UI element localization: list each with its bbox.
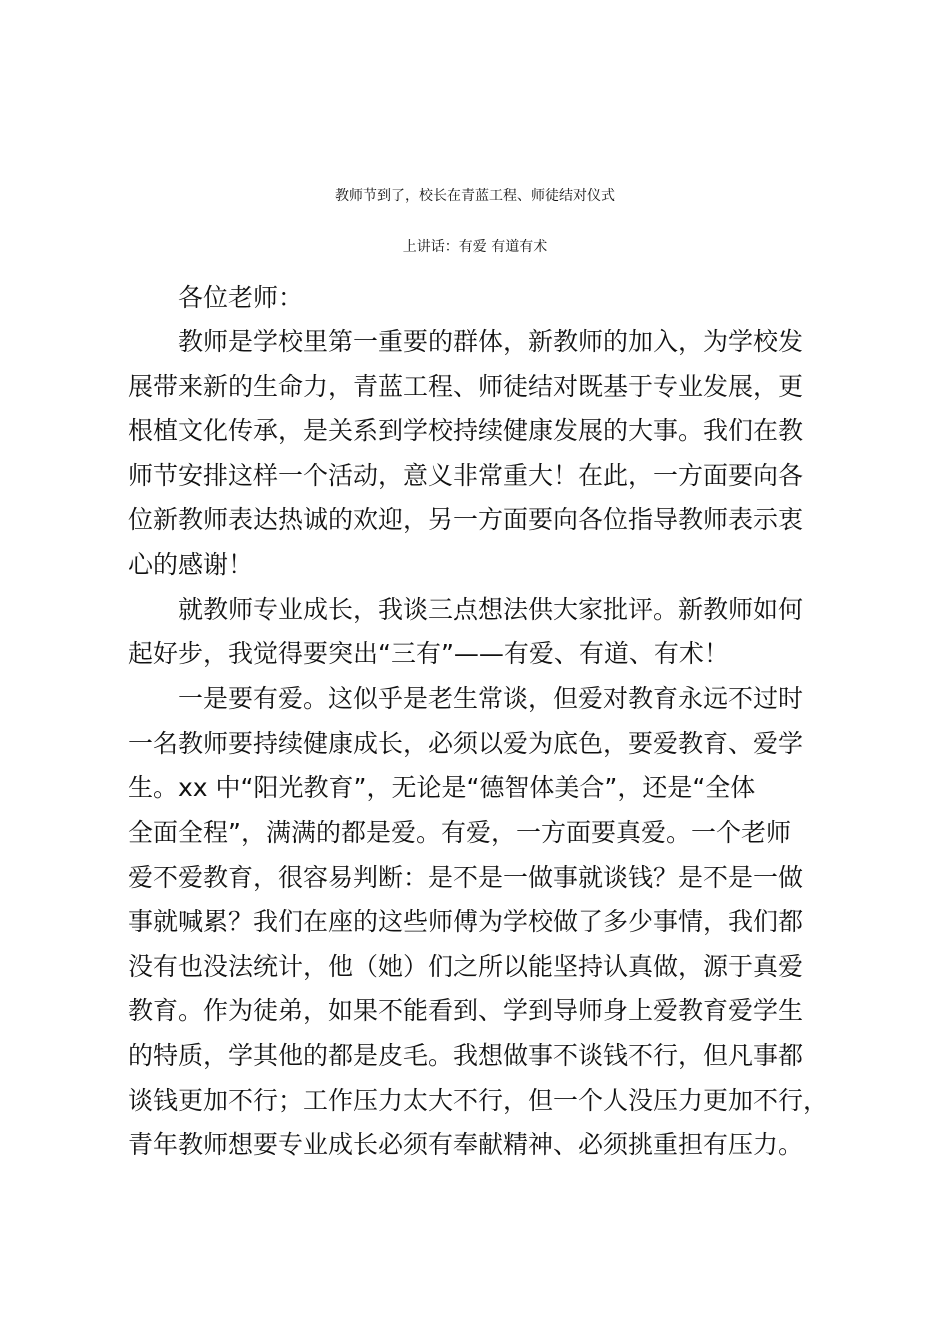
paragraph-3-line-3: 生。xx 中“阳光教育”，无论是“德智体美合”，还是“全体 [128,773,756,802]
paragraph-3-line-7: 没有也没法统计，他（她）们之所以能坚持认真做，源于真爱 [128,952,804,981]
document-title-line-2: 上讲话：有爱 有道有术 [402,239,548,255]
paragraph-3-line-6: 事就喊累？我们在座的这些师傅为学校做了多少事情，我们都 [128,907,804,936]
paragraph-3-line-11: 青年教师想要专业成长必须有奉献精神、必须挑重担有压力。 [128,1130,804,1159]
paragraph-3-line-9: 的特质，学其他的都是皮毛。我想做事不谈钱不行，但凡事都 [128,1041,804,1070]
paragraph-1-line-3: 根植文化传承，是关系到学校持续健康发展的大事。我们在教 [128,416,804,445]
paragraph-1-line-6: 心的感谢！ [128,550,254,579]
paragraph-3-line-8: 教育。作为徒弟，如果不能看到、学到导师身上爱教育爱学生 [128,996,804,1025]
paragraph-1-line-4: 师节安排这样一个活动，意义非常重大！在此，一方面要向各 [128,461,804,490]
paragraph-3-line-2: 一名教师要持续健康成长，必须以爱为底色，要爱教育、爱学 [128,729,804,758]
salutation: 各位老师： [178,283,304,312]
paragraph-3-line-4: 全面全程”，满满的都是爱。有爱，一方面要真爱。一个老师 [128,818,791,847]
paragraph-1-line-2: 展带来新的生命力，青蓝工程、师徒结对既基于专业发展，更 [128,372,804,401]
paragraph-2-line-2: 起好步，我觉得要突出“三有”——有爱、有道、有术！ [128,639,729,668]
paragraph-1-line-1: 教师是学校里第一重要的群体，新教师的加入，为学校发 [178,327,804,356]
paragraph-1-line-5: 位新教师表达热诚的欢迎，另一方面要向各位指导教师表示衷 [128,505,804,534]
paragraph-3-line-5: 爱不爱教育，很容易判断：是不是一做事就谈钱？是不是一做 [128,863,804,892]
document-title-line-1: 教师节到了，校长在青蓝工程、师徒结对仪式 [335,188,615,204]
paragraph-3-line-1: 一是要有爱。这似乎是老生常谈，但爱对教育永远不过时 [178,684,804,713]
paragraph-3-line-10: 谈钱更加不行；工作压力太大不行，但一个人没压力更加不行， [128,1086,829,1115]
paragraph-2-line-1: 就教师专业成长，我谈三点想法供大家批评。新教师如何 [178,595,804,624]
